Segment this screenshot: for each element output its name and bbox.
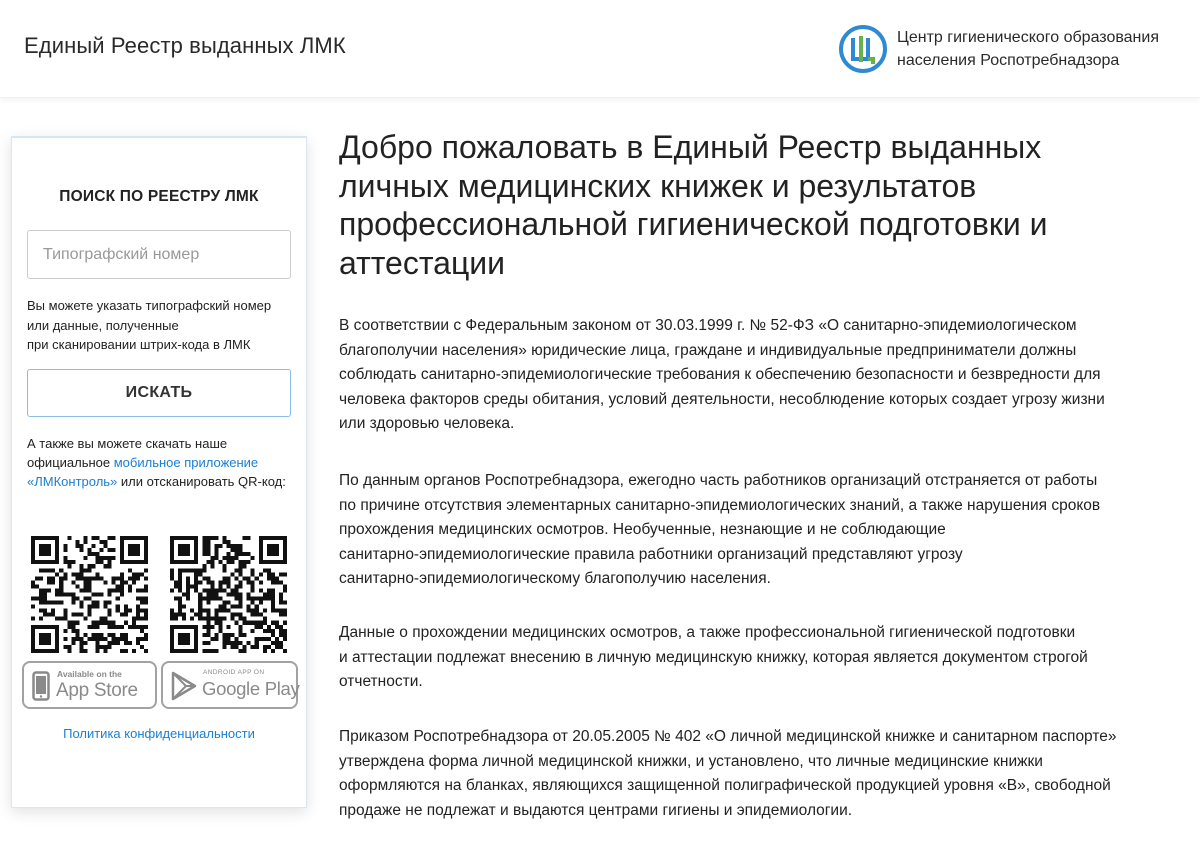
google-play-badge[interactable] [161, 661, 298, 709]
paragraph-workers: По данным органов Роспотребнадзора, ежегодно часть работников организаций отстраняется от работы по причине отсутствия элементарных санитарно-эпидемиологических знаний, а также нарушения сроков прохождения медицинских осмотров. Необученные, незнающие и не соблюдающие санитарно-эпидемиологические правила работники организаций представляют угрозу санитарно-эпидемиологическому благополучию населения. [339, 472, 1101, 587]
typographic-number-input[interactable] [27, 230, 291, 279]
site-header [0, 0, 1200, 98]
search-panel [11, 136, 307, 808]
main-content [339, 128, 1197, 819]
paragraph-law: В соответствии с Федеральным законом от 30.03.1999 г. № 52-ФЗ «О санитарно-эпидемиологическом благополучии населения» юридические лица, граждане и индивидуальные предприниматели должны соблюдать санитарно-эпидемиологические требования к обеспечению безопасности и безвредности для человека факторов среды обитания, условий деятельности, несоблюдение которых создает угрозу жизни или здоровью человека. [339, 317, 1105, 432]
google-play-small-label: ANDROID APP ON [203, 669, 265, 676]
paragraph-medical-book: Данные о прохождении медицинских осмотров, а также профессиональной гигиенической подготовки и аттестации подлежат внесению в личную медицинскую книжку, которая является документом строгой отчетности. [339, 624, 1088, 690]
app-download-text [27, 434, 299, 491]
google-play-label: Google Play [202, 678, 300, 699]
org-logo-icon [838, 24, 888, 74]
org-name: Центр гигиенического образования населения Роспотребнадзора [897, 29, 1159, 69]
page-title: Добро пожаловать в Единый Реестр выданных личных медицинских книжек и результатов профессиональной гигиенической подготовки и аттестации [339, 129, 1048, 281]
search-hint: Вы можете указать типографский номер или данные, полученные при сканировании штрих-кода в ЛМК [27, 298, 272, 352]
qr-code-icon[interactable] [170, 536, 287, 653]
app-text-before: А также вы можете скачать наше официальное [27, 436, 228, 470]
app-store-label: App Store [56, 680, 138, 701]
privacy-policy-link[interactable]: Политика конфиденциальности [63, 726, 255, 741]
org-block[interactable] [838, 22, 1198, 76]
app-store-small-label: Available on the [57, 669, 122, 679]
mobile-app-link[interactable]: мобильное приложение «ЛМКонтроль» [27, 455, 259, 489]
paragraph-order: Приказом Роспотребнадзора от 20.05.2005 № 402 «О личной медицинской книжке и санитарном паспорте» утверждена форма личной медицинской книжки, и установлено, что личные медицинские книжки оформляются на бланках, являющихся защищенной полиграфической продукцией уровня «В», свободной продаже не подлежат и выдаются центрами гигиены и эпидемиологии. [339, 728, 1117, 819]
apple-icon [32, 671, 50, 701]
search-button[interactable]: ИСКАТЬ [27, 369, 291, 417]
app-text-after: или отсканировать QR-код: [117, 474, 286, 489]
app-store-badge[interactable] [22, 661, 157, 709]
qr-code-icon[interactable] [31, 536, 148, 653]
search-panel-title: ПОИСК ПО РЕЕСТРУ ЛМК [59, 188, 259, 205]
google-play-icon [171, 671, 197, 701]
site-title[interactable]: Единый Реестр выданных ЛМК [24, 33, 346, 58]
